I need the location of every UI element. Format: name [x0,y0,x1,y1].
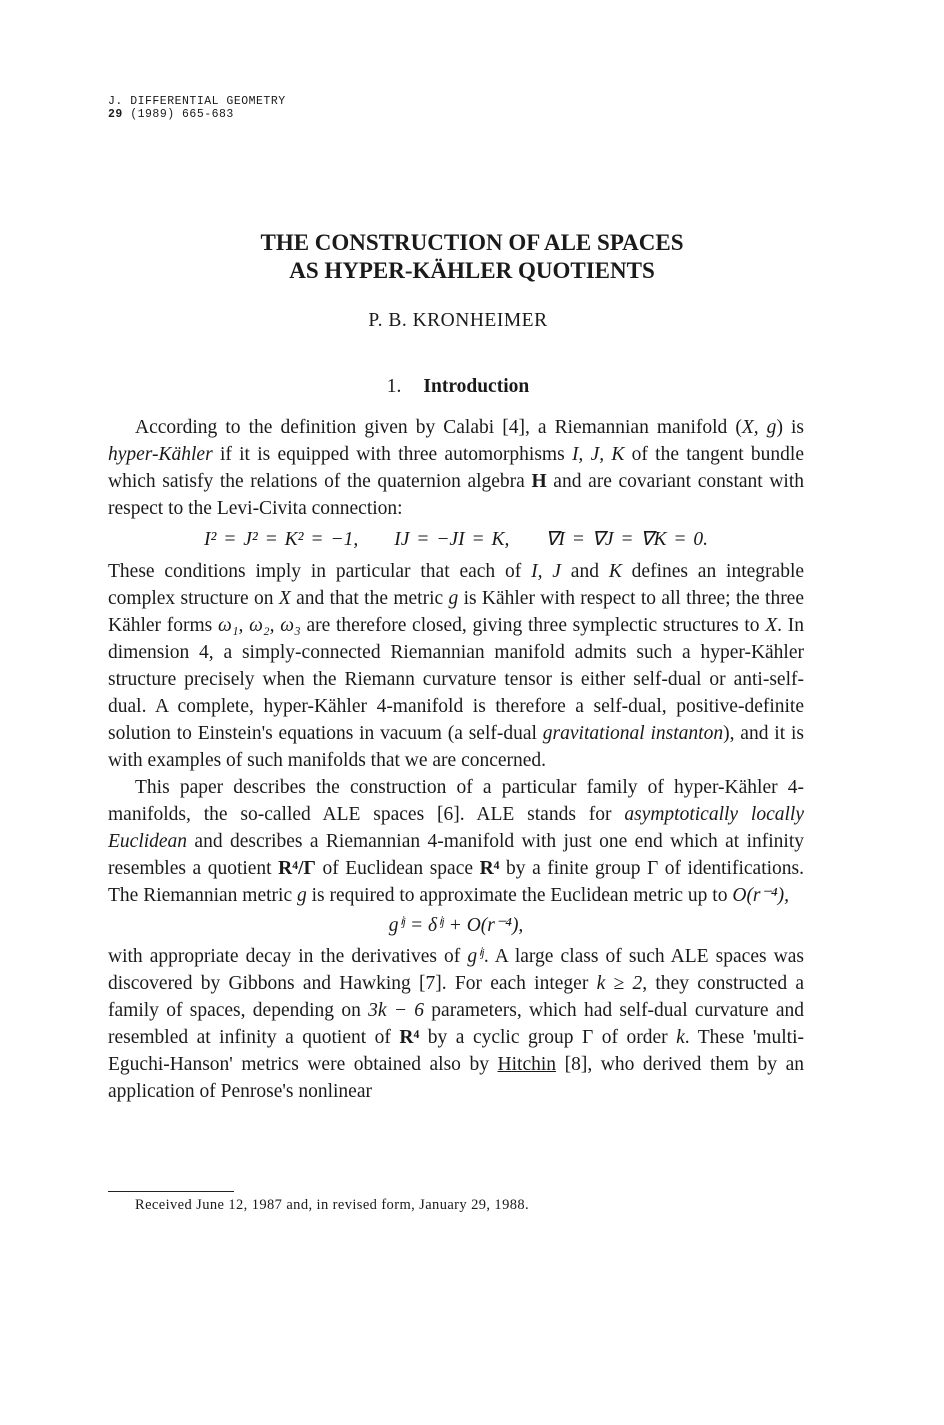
journal-volume-line [108,108,286,121]
paragraph-4: with appropriate decay in the derivatives of gⁱʲ. A large class of such ALE spaces was discovered by Gibbons and Hawking [7]. For each integer k ≥ 2, they constructed a family of spaces, depending on 3k − 6 parameters, which had self-dual curvature and resembled at infinity a quotient of R⁴ by a cyclic group Γ of order k. These 'multi-Eguchi-Hanson' metrics were obtained also by Hitchin [8], who derived them by an application of Penrose's nonlinear [108,946,804,1102]
body-text [108,414,804,1105]
paragraph-2: These conditions imply in particular that each of I, J and K defines an integrable complex structure on X and that the metric g is Kähler with respect to all three; the three Kähler forms ω₁, ω₂, ω₃ are therefore closed, giving three symplectic structures to X. In dimension 4, a simply-connected Riemannian manifold admits such a hyper-Kähler structure precisely when the Riemann curvature tensor is either self-dual or anti-self-dual. A complete, hyper-Kähler 4-manifold is therefore a self-dual, positive-definite solution to Einstein's equations in vacuum (a self-dual gravitational instanton), and it is with examples of such manifolds that we are concerned. [108,561,805,771]
title-line-2: AS HYPER-KÄHLER QUOTIENTS [289,258,655,283]
section-number: 1. [386,376,402,397]
paragraph-3: This paper describes the construction of a particular family of hyper-Kähler 4-manifolds, the so-called ALE spaces [6]. ALE stands for asymptotically locally Euclidean and describes a Riemannian 4-manifold with just one end which at infinity resembles a quotient R⁴/Γ of Euclidean space R⁴ by a finite group Γ of identifications. The Riemannian metric g is required to approximate the Euclidean metric up to O(r⁻⁴), [108,777,804,906]
author: P. B. KRONHEIMER [368,310,548,331]
paper-title [0,229,944,285]
journal-name: J. DIFFERENTIAL GEOMETRY [108,95,286,108]
journal-year-pages: (1989) 665-683 [130,108,234,121]
equation-quaternion-relations: I² = J² = K² = −1, IJ = −JI = K, ∇I = ∇J = ∇K = 0. [203,529,708,550]
title-line-1: THE CONSTRUCTION OF ALE SPACES [260,230,684,255]
section-heading [0,376,916,398]
journal-volume: 29 [108,108,123,121]
equation-metric-decay: gⁱʲ = δⁱʲ + O(r⁻⁴), [388,915,524,936]
section-name: Introduction [423,376,530,397]
journal-header [108,95,286,121]
footnote: Received June 12, 1987 and, in revised form, January 29, 1988. [135,1197,530,1213]
footnote-rule [108,1191,234,1192]
paragraph-1: According to the definition given by Calabi [4], a Riemannian manifold (X, g) is hyper-Kähler if it is equipped with three automorphisms I, J, K of the tangent bundle which satisfy the relations of the quaternion algebra H and are covariant constant with respect to the Levi-Civita connection: [108,417,805,519]
